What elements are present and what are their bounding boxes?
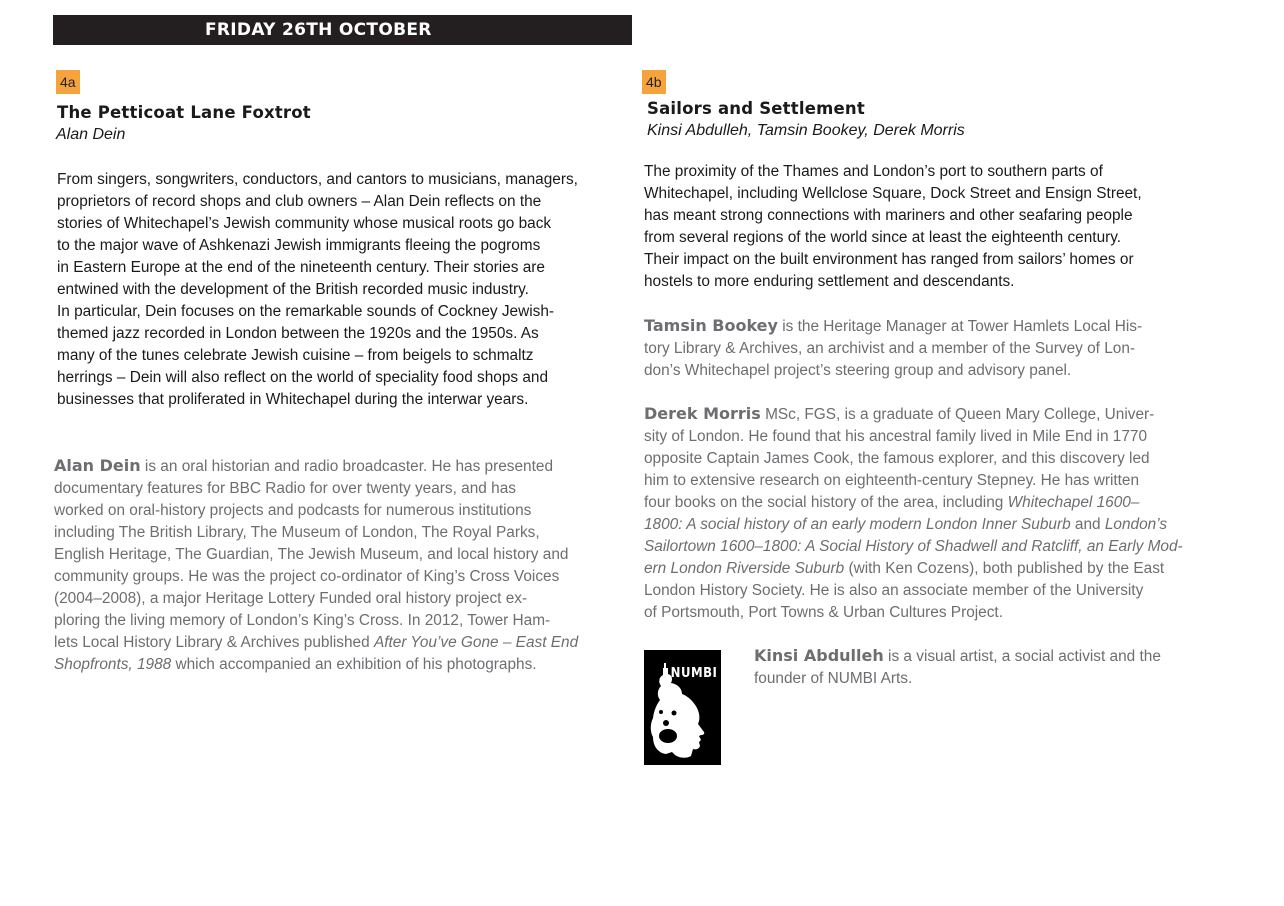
text-line [754, 645, 1161, 668]
text-line [644, 315, 1142, 338]
date-heading: FRIDAY 26TH OCTOBER [205, 20, 432, 40]
text-line [644, 558, 1183, 580]
text-line: English Heritage, The Guardian, The Jewish Museum, and local history and [54, 546, 569, 563]
text-line: Their impact on the built environment has ranged from sailors’ homes or [644, 251, 1134, 268]
text-line: herrings – Dein will also reflect on the world of speciality food shops and [57, 369, 549, 386]
text-line: documentary features for BBC Radio for over twenty years, and has [54, 480, 516, 497]
bio-text: lets Local History Library & Archives published [54, 634, 374, 651]
date-banner [53, 15, 632, 45]
session-tag-4a: 4a [56, 70, 80, 94]
bio-text: which accompanied an exhibition of his photographs. [171, 656, 537, 673]
text-line: has meant strong connections with mariners and other seafaring people [644, 207, 1133, 224]
text-line: proprietors of record shops and club owners – Alan Dein reflects on the [57, 193, 542, 210]
book-title: 1800: A social history of an early modern London Inner Suburb [644, 516, 1071, 533]
text-line: in Eastern Europe at the end of the nineteenth century. Their stories are [57, 259, 545, 276]
bio-name: Alan Dein [54, 456, 141, 475]
text-line: to the major wave of Ashkenazi Jewish immigrants fleeing the pogroms [57, 237, 541, 254]
bio-tamsin-bookey [644, 315, 1142, 382]
text-line: The proximity of the Thames and London’s port to southern parts of [644, 163, 1103, 180]
session-description-4a [57, 169, 578, 411]
text-line: from several regions of the world since at least the eighteenth century. [644, 229, 1122, 246]
bio-text: is the Heritage Manager at Tower Hamlets Local His- [777, 318, 1143, 335]
text-line [644, 514, 1183, 536]
text-line: community groups. He was the project co-ordinator of King’s Cross Voices [54, 568, 560, 585]
book-title: Shopfronts, 1988 [54, 656, 172, 673]
bio-text: is an oral historian and radio broadcaster. He has presented [140, 458, 554, 475]
text-line: tory Library & Archives, an archivist and a member of the Survey of Lon- [644, 340, 1136, 357]
book-title: ern London Riverside Suburb [644, 560, 845, 577]
session-title-4b: Sailors and Settlement [647, 99, 865, 118]
bio-text: is a visual artist, a social activist and the [883, 648, 1161, 665]
text-line: including The British Library, The Museum of London, The Royal Parks, [54, 524, 540, 541]
session-tag-4b: 4b [642, 70, 666, 94]
text-line: opposite Captain James Cook, the famous explorer, and this discovery led [644, 450, 1150, 467]
bio-text: (with Ken Cozens), both published by the East [844, 560, 1165, 577]
book-title: After You’ve Gone – East End [373, 634, 579, 651]
numbi-logo [644, 650, 721, 765]
book-title: Whitechapel 1600– [1007, 494, 1140, 511]
book-title: Sailortown 1600–1800: A Social History of Shadwell and Ratcliff, an Early Mod- [644, 538, 1183, 555]
bio-kinsi-abdulleh [754, 645, 1161, 690]
text-line: of Portsmouth, Port Towns & Urban Cultures Project. [644, 604, 1003, 621]
logo-text: NUMBI [670, 666, 718, 681]
text-line [644, 403, 1183, 426]
session-description-4b [644, 161, 1142, 293]
text-line: don’s Whitechapel project’s steering group and advisory panel. [644, 362, 1072, 379]
text-line [644, 492, 1183, 514]
session-author-4a: Alan Dein [56, 126, 126, 143]
text-line: ploring the living memory of London’s King’s Cross. In 2012, Tower Ham- [54, 612, 551, 629]
bio-alan-dein [54, 455, 578, 676]
numbi-profile-icon [644, 650, 721, 765]
text-line: founder of NUMBI Arts. [754, 670, 913, 687]
text-line: themed jazz recorded in London between the 1920s and the 1950s. As [57, 325, 539, 342]
text-line: businesses that proliferated in Whitechapel during the interwar years. [57, 391, 529, 408]
bio-name: Kinsi Abdulleh [754, 646, 884, 665]
bio-text: MSc, FGS, is a graduate of Queen Mary College, Univer- [760, 406, 1155, 423]
text-line: many of the tunes celebrate Jewish cuisine – from beigels to schmaltz [57, 347, 534, 364]
text-line: him to extensive research on eighteenth-century Stepney. He has written [644, 472, 1140, 489]
bio-name: Derek Morris [644, 404, 761, 423]
text-line: In particular, Dein focuses on the remarkable sounds of Cockney Jewish- [57, 303, 555, 320]
book-title: London’s [1104, 516, 1168, 533]
text-line: London History Society. He is also an associate member of the University [644, 582, 1144, 599]
text-line: hostels to more enduring settlement and descendants. [644, 273, 1015, 290]
text-line: (2004–2008), a major Heritage Lottery Funded oral history project ex- [54, 590, 528, 607]
session-title-4a: The Petticoat Lane Foxtrot [57, 103, 311, 122]
session-authors-4b: Kinsi Abdulleh, Tamsin Bookey, Derek Morris [647, 122, 965, 139]
text-line [54, 455, 578, 478]
text-line: stories of Whitechapel’s Jewish community whose musical roots go back [57, 215, 552, 232]
text-line: worked on oral-history projects and podcasts for numerous institutions [54, 502, 532, 519]
bio-text: four books on the social history of the area, including [644, 494, 1008, 511]
bio-text: and [1070, 516, 1105, 533]
text-line [54, 654, 578, 676]
bio-name: Tamsin Bookey [644, 316, 778, 335]
text-line [644, 536, 1183, 558]
text-line: Whitechapel, including Wellclose Square, Dock Street and Ensign Street, [644, 185, 1142, 202]
text-line: From singers, songwriters, conductors, and cantors to musicians, managers, [57, 171, 578, 188]
text-line: entwined with the development of the British recorded music industry. [57, 281, 529, 298]
text-line [54, 632, 578, 654]
bio-derek-morris [644, 403, 1183, 624]
text-line: sity of London. He found that his ancestral family lived in Mile End in 1770 [644, 428, 1148, 445]
